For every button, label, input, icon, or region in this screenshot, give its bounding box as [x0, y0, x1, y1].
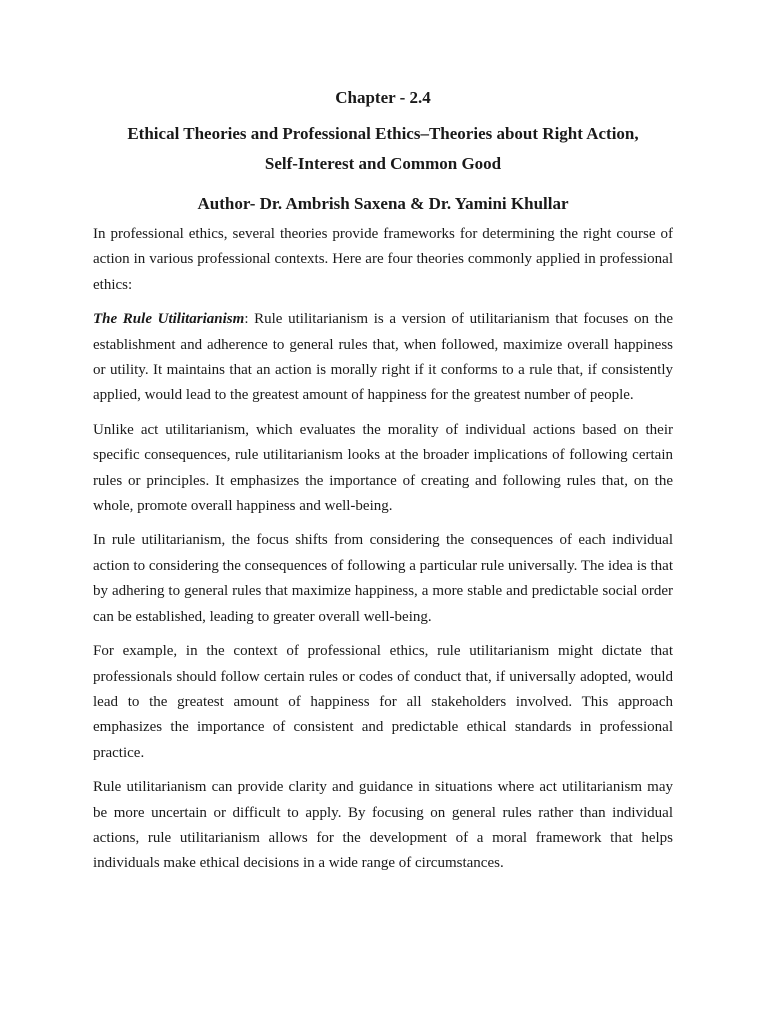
rule-utilitarianism-paragraph [93, 307, 673, 409]
intro-paragraph: In professional ethics, several theories provide frameworks for determining the right course of action in various professional contexts. Here are four theories commonly applied in professional ethics: [93, 226, 673, 293]
focus-shift-paragraph: In rule utilitarianism, the focus shifts from considering the consequences of each individual action to considering the consequences of following a particular rule universally. The idea is that by adhering to general rules that maximize happiness, a more stable and predictable social order can be established, leading to greater overall well-being. [93, 532, 673, 625]
chapter-heading: Chapter - 2.4 [335, 88, 431, 107]
rule-utilitarianism-definition: : Rule utilitarianism is a version of utilitarianism that focuses on the establishment and adherence to general rules that, when followed, maximize overall happiness or utility. It maintains that an action is morally right if it conforms to a rule that, if consistently applied, would lead to the greatest amount of happiness for the greatest number of people. [93, 311, 674, 404]
document-title-line-1: Ethical Theories and Professional Ethics–Theories about Right Action, [127, 124, 639, 143]
document-page [93, 82, 673, 886]
clarity-paragraph: Rule utilitarianism can provide clarity and guidance in situations where act utilitarianism may be more uncertain or difficult to apply. By focusing on general rules rather than individual actions, rule utilitarianism allows for the development of a moral framework that helps individuals make ethical decisions in a wide range of circumstances. [93, 779, 673, 872]
example-paragraph: For example, in the context of professional ethics, rule utilitarianism might dictate that professionals should follow certain rules or codes of conduct that, if universally adopted, would lead to the greatest amount of happiness for all stakeholders involved. This approach emphasizes the importance of consistent and predictable ethical standards in professional practice. [93, 643, 673, 761]
rule-utilitarianism-term: The Rule Utilitarianism [93, 311, 245, 328]
document-title [93, 119, 673, 179]
document-title-line-2: Self-Interest and Common Good [264, 154, 502, 173]
act-vs-rule-paragraph: Unlike act utilitarianism, which evaluates the morality of individual actions based on their specific consequences, rule utilitarianism looks at the broader implications of following certain rules or principles. It emphasizes the importance of creating and following rules that, on the whole, promote overall happiness and well-being. [93, 421, 673, 515]
document-author: Author- Dr. Ambrish Saxena & Dr. Yamini Khullar [197, 194, 569, 213]
